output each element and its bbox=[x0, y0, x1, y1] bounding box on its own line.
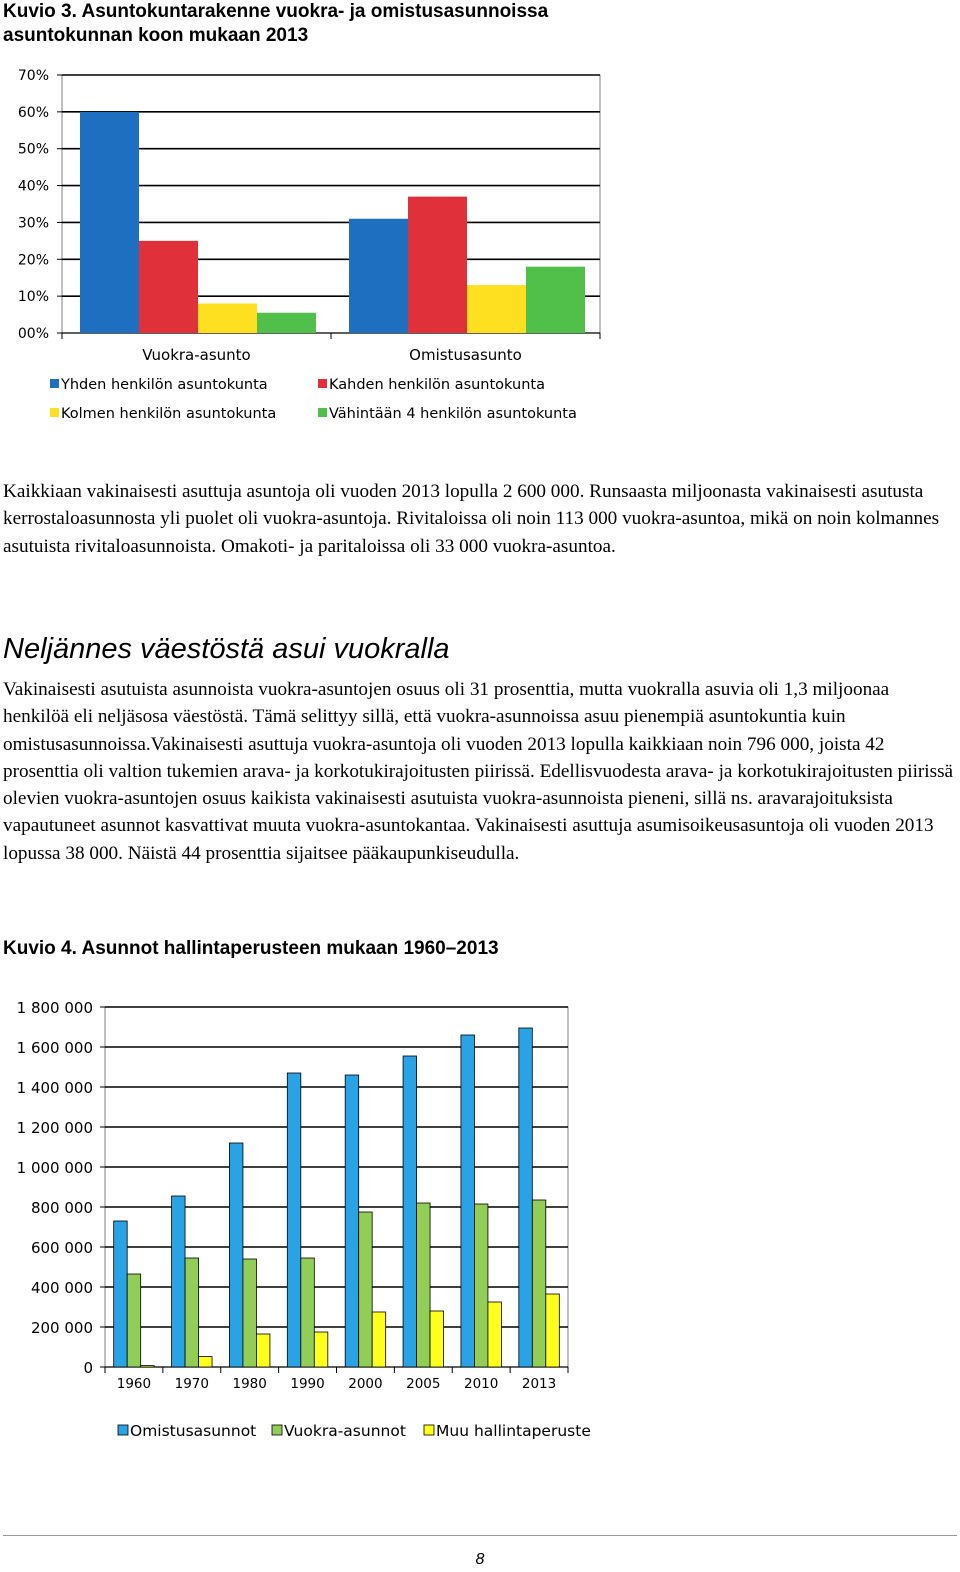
y-tick-label: 600 000 bbox=[30, 1239, 93, 1257]
bar-2013-3 bbox=[546, 1294, 560, 1367]
x-category-label: 1980 bbox=[232, 1376, 267, 1392]
bar-1960-3 bbox=[141, 1366, 155, 1367]
legend-label: Vähintään 4 henkilön asuntokunta bbox=[329, 406, 577, 422]
bar-2010-3 bbox=[488, 1302, 502, 1367]
bar-1960-1 bbox=[114, 1221, 128, 1367]
bar-1990-2 bbox=[301, 1258, 315, 1367]
chart-dwellings-by-tenure bbox=[0, 990, 620, 1450]
y-tick-label: 20% bbox=[17, 252, 49, 269]
footer-divider bbox=[3, 1535, 957, 1536]
bar-omistusasunto-2 bbox=[408, 197, 467, 333]
x-category-label: 2005 bbox=[406, 1376, 441, 1392]
bar-2005-2 bbox=[417, 1203, 431, 1367]
legend-label: Kolmen henkilön asuntokunta bbox=[61, 406, 277, 422]
legend-label: Yhden henkilön asuntokunta bbox=[61, 377, 268, 393]
bar-omistusasunto-4 bbox=[526, 267, 585, 333]
y-tick-label: 1 600 000 bbox=[16, 1039, 93, 1057]
bar-1970-1 bbox=[172, 1196, 186, 1367]
bar-2000-3 bbox=[372, 1312, 386, 1367]
y-tick-label: 800 000 bbox=[30, 1199, 93, 1217]
bar-1970-3 bbox=[199, 1357, 213, 1367]
legend-label: Muu hallintaperuste bbox=[436, 1422, 591, 1440]
bar-vuokra-asunto-1 bbox=[80, 112, 139, 333]
bar-2013-1 bbox=[519, 1028, 533, 1367]
bar-1960-2 bbox=[127, 1274, 141, 1367]
y-tick-label: 1 200 000 bbox=[16, 1119, 93, 1137]
y-tick-label: 1 000 000 bbox=[16, 1159, 93, 1177]
bar-1970-2 bbox=[185, 1258, 199, 1367]
bar-1980-3 bbox=[256, 1334, 270, 1367]
figure3-title-line2: asuntokunnan koon mukaan 2013 bbox=[3, 25, 309, 46]
section-heading: Neljännes väestöstä asui vuokralla bbox=[3, 633, 450, 665]
x-category-label: 2010 bbox=[464, 1376, 499, 1392]
page-number: 8 bbox=[475, 1551, 485, 1568]
bar-omistusasunto-1 bbox=[349, 219, 408, 333]
paragraph-dwellings-total: Kaikkiaan vakinaisesti asuttuja asuntoja oli vuoden 2013 lopulla 2 600 000. Runsaasta miljoonasta vakinaisesti asutusta kerrostaloasunnosta yli puolet oli vuokra-asuntoja. Rivitaloissa oli noin 113 000 vuokra-asuntoa, mikä on noin kolmannes asutuista rivitaloasunnoista. Omakoti- ja paritaloissa oli 33 000 vuokra-asuntoa. bbox=[3, 481, 940, 557]
bar-2000-1 bbox=[345, 1075, 359, 1367]
bar-1980-2 bbox=[243, 1259, 257, 1367]
bar-vuokra-asunto-4 bbox=[257, 313, 316, 333]
y-tick-label: 400 000 bbox=[30, 1279, 93, 1297]
y-tick-label: 00% bbox=[17, 326, 49, 342]
y-tick-label: 1 800 000 bbox=[16, 999, 93, 1017]
figure3-title-line1: Kuvio 3. Asuntokuntarakenne vuokra- ja omistusasunnoissa bbox=[3, 1, 549, 22]
bar-2005-1 bbox=[403, 1056, 417, 1367]
legend-label: Vuokra-asunnot bbox=[284, 1422, 406, 1440]
x-category-label: Vuokra-asunto bbox=[142, 346, 251, 364]
y-tick-label: 40% bbox=[17, 178, 49, 195]
bar-1990-3 bbox=[314, 1332, 328, 1367]
legend-swatch bbox=[318, 379, 327, 388]
x-category-label: 2013 bbox=[521, 1376, 557, 1392]
x-category-label: Omistusasunto bbox=[409, 346, 522, 364]
y-tick-label: 1 400 000 bbox=[16, 1079, 93, 1097]
y-tick-label: 50% bbox=[17, 141, 49, 158]
x-category-label: 1990 bbox=[290, 1376, 325, 1392]
bar-1980-1 bbox=[229, 1143, 243, 1367]
bar-vuokra-asunto-3 bbox=[198, 304, 257, 333]
legend-label: Omistusasunnot bbox=[130, 1422, 257, 1440]
y-tick-label: 70% bbox=[17, 68, 49, 84]
legend-swatch bbox=[272, 1425, 282, 1435]
x-category-label: 1970 bbox=[174, 1376, 209, 1392]
legend-swatch bbox=[50, 408, 59, 417]
legend-swatch bbox=[424, 1425, 434, 1435]
y-tick-label: 30% bbox=[17, 215, 49, 232]
figure4-title: Kuvio 4. Asunnot hallintaperusteen mukaan 1960–2013 bbox=[3, 938, 499, 959]
legend-swatch bbox=[50, 379, 59, 388]
chart-household-structure bbox=[0, 60, 620, 440]
paragraph-rental-share: Vakinaisesti asutuista asunnoista vuokra-asuntojen osuus oli 31 prosenttia, mutta vuokralla asuvia oli 1,3 miljoonaa henkilöä eli neljäsosa väestöstä. Tämä selittyy sillä, että vuokra-asunnoissa asuu pienempiä asuntokuntia kuin omistusasunnoissa.Vakinaisesti asuttuja vuokra-asuntoja oli vuoden 2013 lopulla kaikkiaan noin 796 000, joista 42 prosenttia oli valtion tukemien arava- ja korkotukirajoitusten piirissä. Edellisvuodesta arava- ja korkotukirajoitusten piirissä olevien vuokra-asuntojen osuus kaikista vakinaisesti asutuista vuokra-asunnoista pieneni, sillä ns. aravarajoituksista vapautuneet asunnot kasvattivat muuta vuokra-asuntokantaa. Vakinaisesti asuttuja asumisoikeusasuntoja oli vuoden 2013 lopussa 38 000. Näistä 44 prosenttia sijaitsee pääkaupunkiseudulla. bbox=[3, 679, 954, 864]
bar-1990-1 bbox=[287, 1073, 301, 1367]
bar-2013-2 bbox=[532, 1200, 546, 1367]
legend-swatch bbox=[318, 408, 327, 417]
bar-2000-2 bbox=[359, 1212, 373, 1367]
bar-2010-1 bbox=[461, 1035, 475, 1367]
y-tick-label: 0 bbox=[83, 1359, 93, 1377]
y-tick-label: 60% bbox=[17, 104, 49, 121]
x-category-label: 1960 bbox=[116, 1376, 152, 1392]
legend-swatch bbox=[118, 1425, 128, 1435]
y-tick-label: 10% bbox=[17, 289, 49, 306]
legend-label: Kahden henkilön asuntokunta bbox=[329, 377, 545, 393]
x-category-label: 2000 bbox=[348, 1376, 383, 1392]
bar-vuokra-asunto-2 bbox=[139, 241, 198, 333]
bar-omistusasunto-3 bbox=[467, 285, 526, 333]
y-tick-label: 200 000 bbox=[30, 1319, 93, 1337]
bar-2005-3 bbox=[430, 1311, 444, 1367]
bar-2010-2 bbox=[474, 1204, 488, 1367]
